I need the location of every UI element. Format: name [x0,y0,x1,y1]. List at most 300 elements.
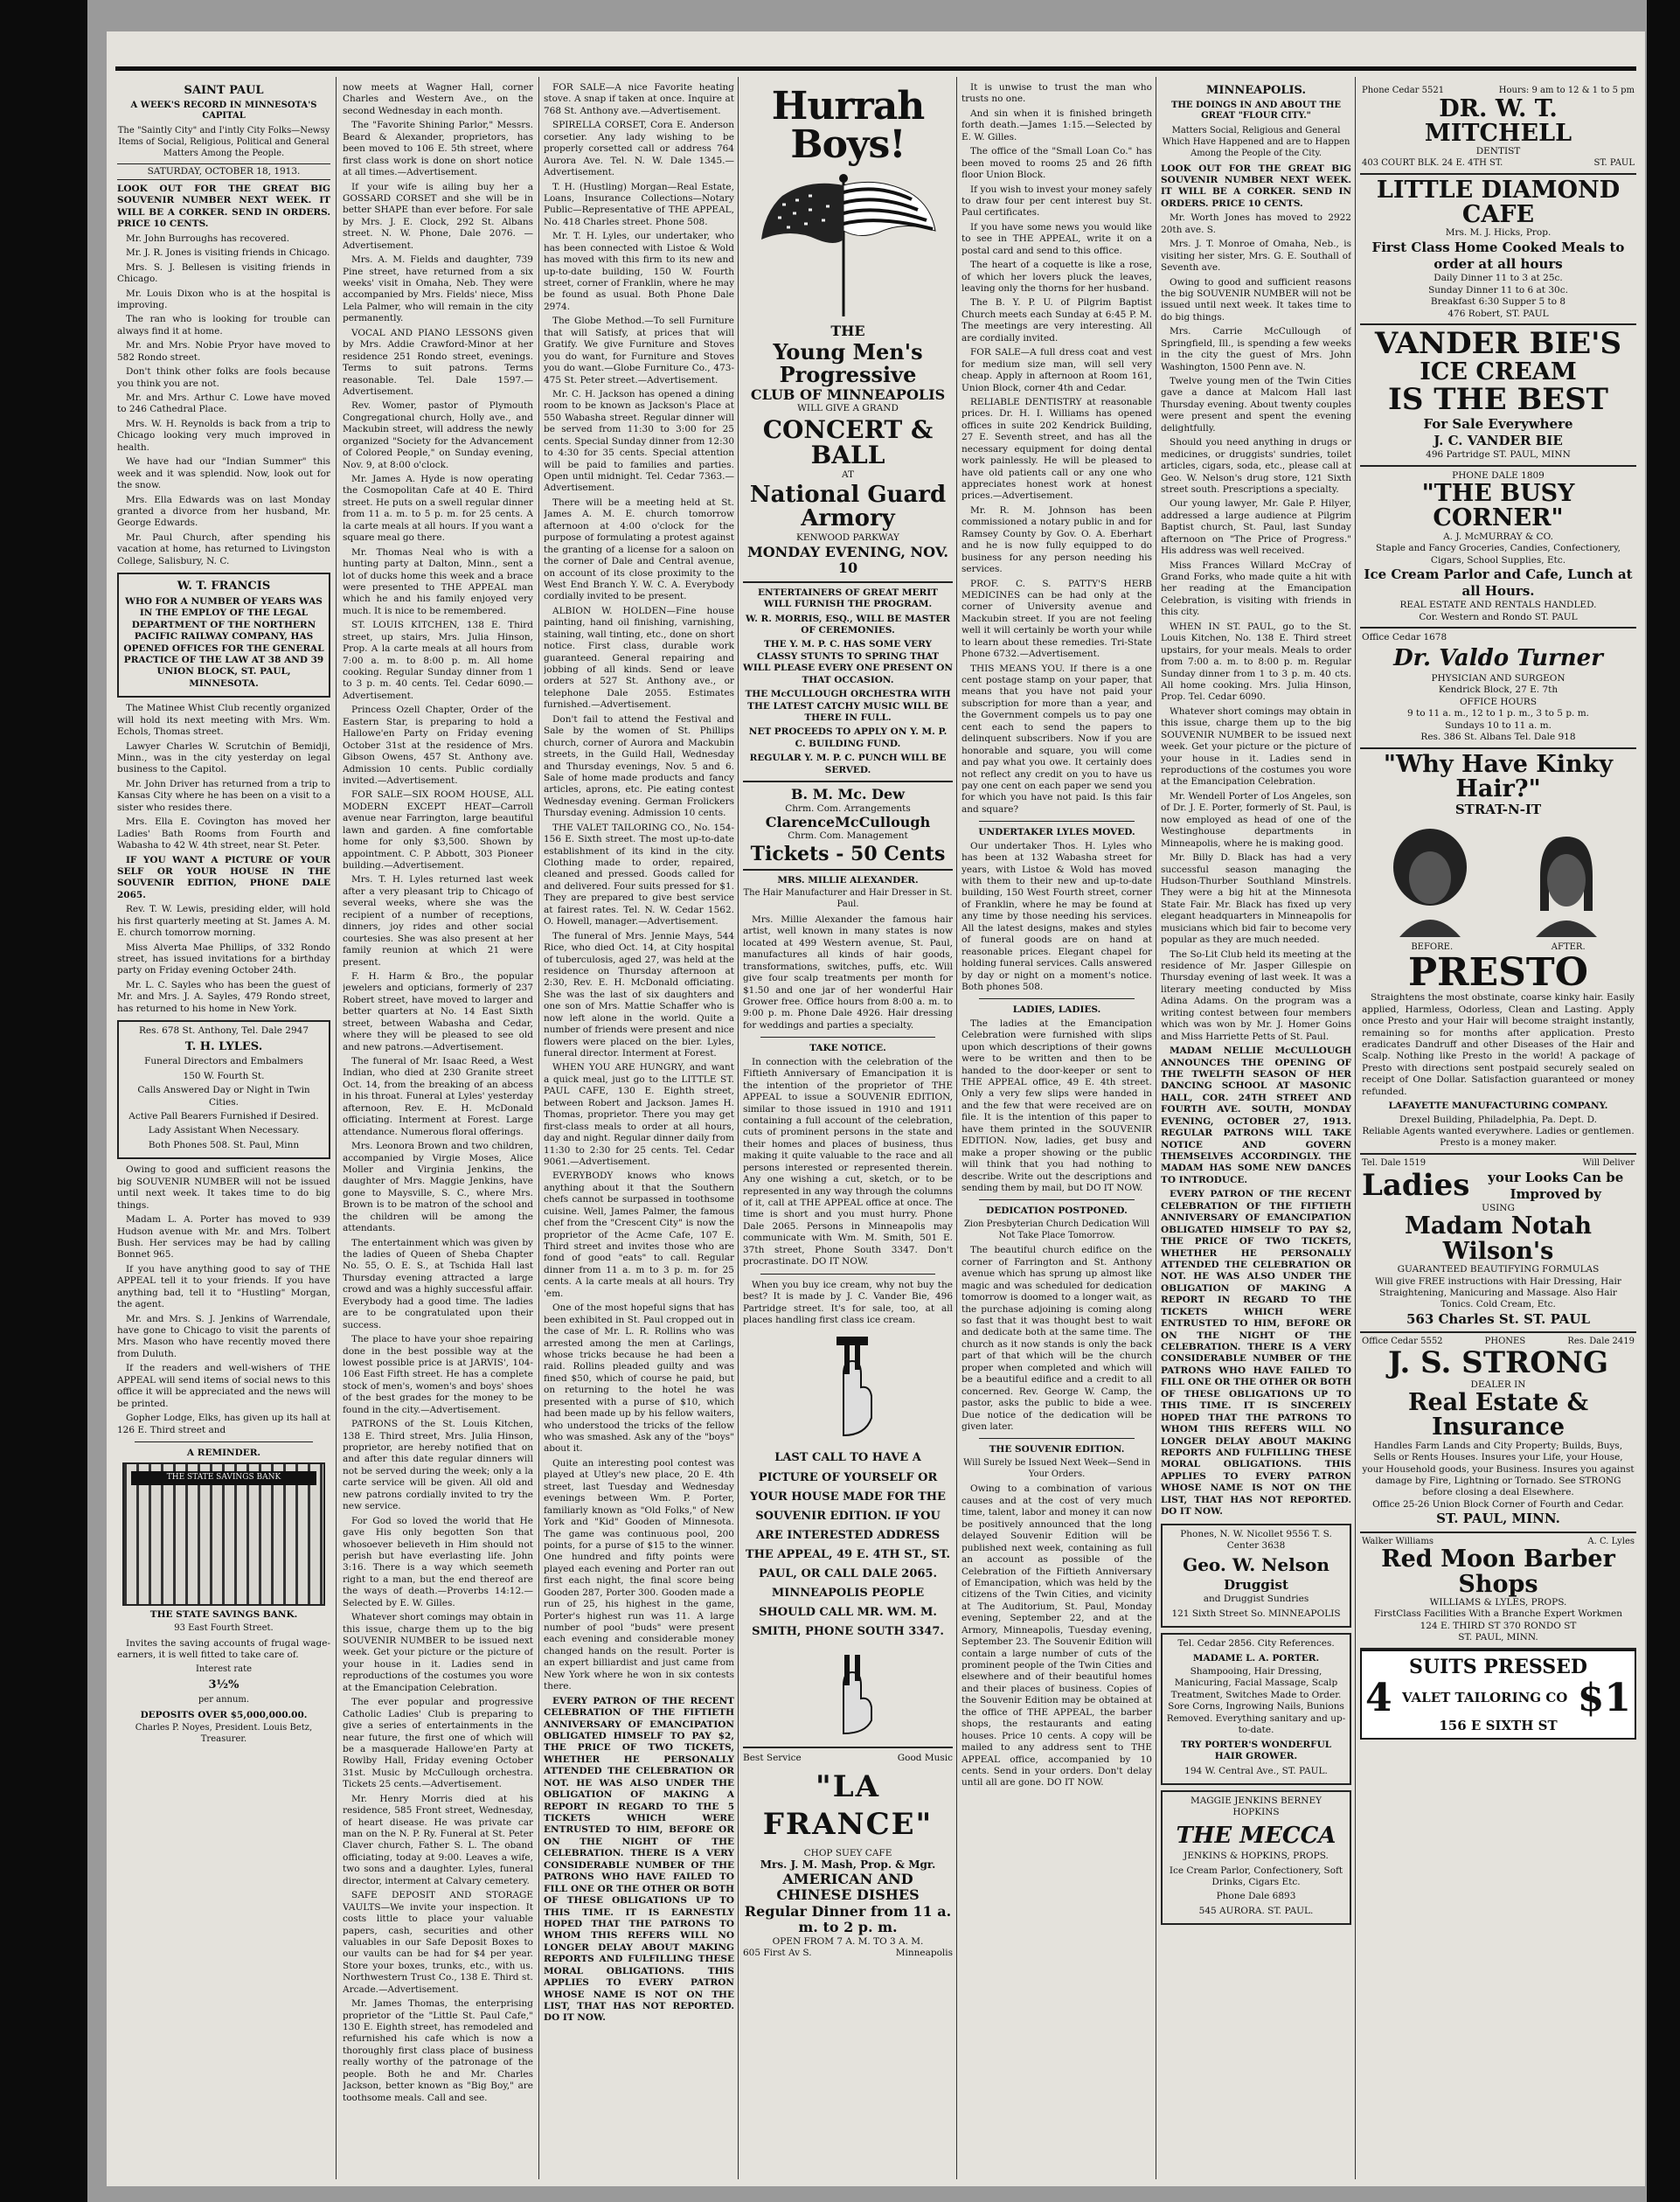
nelson-phones: Phones, N. W. Nicollet 9556 T. S. Center 3638 [1180,1528,1332,1552]
news-item: The ran who is looking for trouble can always find it at home. [117,314,330,337]
news-item: Twelve young men of the Twin Cities gave a dance at Malcom Hall last Thursday evening. About twenty couples were present and spent the evening delightfully. [1161,376,1351,434]
souvenir-notice: LOOK OUT FOR THE GREAT BIG SOUVENIR NUMBER NEXT WEEK. IT WILL BE A CORKER. SEND IN ORDERS. PRICE 10 CENTS. [117,184,330,230]
ad-line: ENTERTAINERS OF GREAT MERIT WILL FURNISH THE PROGRAM. [758,587,938,610]
divider [743,1747,953,1748]
kinky-brand: STRAT-N-IT [1454,802,1542,818]
mecca-address: 545 AURORA. ST. PAUL. [1198,1905,1314,1916]
news-item: Don't think other folks are fools because you think you are not. [117,366,330,389]
news-item: The Globe Method.—To sell Furniture that will Satisfy, at prices that will Gratify. We give Furniture and Stoves you do want, for Furniture and Stoves you do want.—Globe Furniture Co., 473-475 St. Peter street.—Advertisement. [544,316,734,386]
news-item: If you have anything good to say of THE APPEAL tell it to your friends. If you have anything bad, tell it to "Hustling" Morgan, the agent. [117,1263,330,1310]
francis-law-ad [117,573,330,698]
news-item: Mrs. S. J. Bellesen is visiting friends in Chicago. [117,261,330,285]
news-item: The "Favorite Shining Parlor," Messrs. Beard & Alexander, proprietors, has been moved to 106 E. 5th street, where first class work is done on short notice at all times.—Advertisement. [343,120,533,178]
strong-services: Handles Farm Lands and City Property; Builds, Buys, Sells or Rents Houses. Insures your Life, your House, your Household goods, your Business. Insures you against damage by Fire, Lightning or Tornado. See STRONG before closing a deal Elsewhere. [1362,1440,1635,1498]
ticket-price: Tickets - 50 Cents [750,842,946,865]
scan-border-left [0,0,87,2202]
news-item: If the readers and well-wishers of THE APPEAL will send items of social news to this office it will be appreciated and the news will be printed. [117,1363,330,1409]
vander-bie-address: 496 Partridge ST. PAUL, MINN [1426,449,1571,461]
news-item: Lawyer Charles W. Scrutchin of Bemidji, Minn., was in the city yesterday on legal business to the Capitol. [117,740,330,775]
divider [743,781,953,782]
local-items-3 [117,1164,330,1436]
turner-address: Kendrick Block, 27 E. 7th [1438,684,1559,696]
news-item: THIS MEANS YOU. If there is a one cent postage stamp on your paper, that means that you have not paid your subscription for more than a year, and the Government compels us to pay one cent each to send the papers to delinquent subscribers. Now if you are honorable and square, you will come and pay what you owe. It certainly does not reflect any credit on you to have us pay one cent on each paper we send you for which you have not paid. Is this fair and square? [961,663,1152,815]
little-diamond-line: First Class Home Cooked Meals to order at all hours [1371,239,1625,273]
mitchell-name: DR. W. T. MITCHELL [1424,94,1572,148]
news-item: Mr. Thomas Neal who is with a hunting party at Dalton, Minn., sent a lot of ducks home this week and a brace were presented to THE APPEAL man which he and his family enjoyed very much. It is nice to be remembered. [343,546,533,616]
nelson-name: Geo. W. Nelson [1183,1554,1329,1576]
lyles-line: Funeral Directors and Embalmers [144,1056,303,1067]
news-item: It is unwise to trust the man who trusts no one. [961,82,1152,105]
news-item: The heart of a coquette is like a rose, of which her lovers pluck the leaves, leaving only the thorns for her husband. [961,260,1152,294]
lyles-line: Lady Assistant When Necessary. [148,1125,300,1136]
turner-hours: 9 to 11 a. m., 12 to 1 p. m., 3 to 5 p. m. [1406,708,1590,719]
la-france-city: Minneapolis [895,1948,953,1959]
news-item: IF YOU WANT A PICTURE OF YOUR SELF OR YOUR HOUSE IN THE SOUVENIR EDITION, PHONE DALE 2065. [117,854,330,900]
suits-count: 4 [1365,1675,1392,1720]
article-body: In connection with the celebration of the Fiftieth Anniversary of Emancipation it is the intention of the proprietor of THE APPEAL to issue a SOUVENIR EDITION, similar to those issued in 1910 and 1911 containing a full account of the celebration, cuts of prominent persons in the state and their homes and places of business, thus making it quite valuable to the race and all persons interested or represented therein. Any one wishing a cut, sketch, or to be represented in any way through the columns of it, call at THE APPEAL office at once. The time is short and you must hurry. Phone Dale 2065. Persons in Minneapolis may communicate with Wm. M. Smith, 501 E. 37th street, Phone South 3347. Don't procrastinate. DO IT NOW. [743,1056,953,1268]
lyles-line: Active Pall Bearers Furnished if Desired. [128,1111,319,1122]
news-item: PATRONS of the St. Louis Kitchen, 138 E. Third street, Mrs. Julia Hinson, proprietor, are hereby notified that on and after this date regular dinners will not be served during the week; only a la carte service will be given. All old and new patrons cordially invited to try the new service. [343,1419,533,1512]
section-subdek: The "Saintly City" and I'intly City Folks—Newsy Items of Social, Religious, Political and General Matters Among the People. [117,126,330,158]
news-item: Our young lawyer, Mr. Gale P. Hilyer, addressed a large audience at Pilgrim Baptist church, St. Paul, last Sunday afternoon on "The Price of Progress." His address was well received. [1161,498,1351,557]
news-item: WHEN YOU ARE HUNGRY, and want a quick meal, just go to the LITTLE ST. PAUL CAFE, 130 E. Eighth street, between Robert and Jackson. James H. Thomas, proprietor. There you may get first-class meals to order at all hours, day and night. Regular dinner daily from 11:30 to 2:30 for 25 cents. Tel. Cedar 9061.—Advertisement. [544,1062,734,1167]
presto-address: Drexel Building, Philadelphia, Pa. Dept. D. [1399,1114,1597,1125]
news-item: RELIABLE DENTISTRY at reasonable prices. Dr. H. I. Williams has opened offices in suite 202 Kendrick Building, 27 E. Seventh street, and has all the necessary equipment for doing dental work painlessly. He will be pleased to have old patients call or any one who appreciates honest work at honest prices.—Advertisement. [961,396,1152,502]
porter-name: MADAME L. A. PORTER. [1192,1652,1320,1664]
mitchell-role: DENTIST [1475,146,1521,157]
porter-hair-ad [1161,1633,1351,1785]
section-subdek: Matters Social, Religious and General Which Have Happened and are to Happen Among the People of the City. [1162,126,1350,158]
news-item: Owing to good and sufficient reasons the big SOUVENIR NUMBER will not be issued until next week. It takes time to do big things. [117,1164,330,1211]
newspaper-page [107,31,1645,2186]
divider [979,1199,1135,1200]
news-item: THE VALET TAILORING CO., No. 154-156 E. Sixth street. The most up-to-date establishment of its kind in the city. Clothing made to order, repaired, cleaned and pressed. Goods called for and delivered. Four suits pressed for $1. They are prepared to give best service at fairest rates. Tel. N. W. Cedar 1562. O. Howell, manager.—Advertisement. [544,822,734,927]
news-item: Mrs. J. T. Monroe of Omaha, Neb., is visiting her sister, Mrs. G. E. Southall of Seventh ave. [1161,239,1351,274]
news-item: FOR SALE—SIX ROOM HOUSE, ALL MODERN EXCEPT HEAT—Carroll avenue near Farrington, large beautiful lawn and garden. A fine comfortable home for only $3,500. Shown by appointment. C. P. Abbott, 303 Pioneer building.—Advertisement. [343,789,533,871]
wilson-address: 563 Charles St. ST. PAUL [1406,1310,1591,1327]
turner-residence: Res. 386 St. Albans Tel. Dale 918 [1420,732,1576,743]
red-moon-services: FirstClass Facilities With a Branche Expert Workmen [1374,1608,1622,1620]
news-item: Whatever short comings may obtain in this issue, charge them up to the big SOUVENIR NUMBER to be issued next week. Get your picture or the picture of your house in it. Ladies send in reproductions of the costumes you wore at the Emancipation Celebration. [343,1612,533,1693]
ad-line: NET PROCEEDS TO APPLY ON Y. M. P. C. BUILDING FUND. [748,726,948,749]
news-item: Mrs. Leonora Brown and two children, accompanied by Virgie Moses, Alice Moller and Virginia Jenkins, the daughter of Mrs. Maggie Jenkins, have gone to Maysville, S. C., where Mrs. Brown is to be matron of the school and the children will be among the attendants. [343,1141,533,1234]
strong-office: Office Cedar 5552 [1362,1337,1443,1347]
wilson-tel: Tel. Dale 1519 [1362,1157,1427,1168]
column-rule [1355,77,1356,2179]
strong-name: J. S. STRONG [1388,1344,1608,1380]
divider [979,998,1135,999]
article-headline: LADIES, LADIES. [1012,1004,1101,1016]
bank-text: Invites the saving accounts of frugal wage-earners, it is well fitted to take care of. [117,1637,330,1661]
news-item: The office of the "Small Loan Co." has been moved to rooms 25 and 26 fifth floor Union Block. [961,146,1152,181]
article-body: When you buy ice cream, why not buy the best? It is made by J. C. Vander Bie, 496 Partridge street. It's for sale, too, at all places handling first class ice cream. [743,1279,953,1325]
turner-sunday: Sundays 10 to 11 a. m. [1445,719,1552,731]
turner-office: Office Cedar 1678 [1362,632,1447,643]
nelson-address: 121 Sixth Street So. MINNEAPOLIS [1171,1608,1341,1619]
la-france-open: OPEN FROM 7 A. M. TO 3 A. M. [772,1935,924,1947]
porter-address: 194 W. Central Ave., ST. PAUL. [1184,1765,1328,1776]
news-item: Mrs. Ella Edwards was on last Monday granted a divorce from her husband, Mr. George Edwards. [117,494,330,529]
club-name: Young Men's Progressive [773,339,923,387]
busy-corner-goods: Staple and Fancy Groceries, Candies, Confectionery, Cigars, School Supplies, Etc. [1376,543,1621,566]
wilson-looks: your Looks Can be Improved by [1488,1169,1624,1202]
armory-parkway: KENWOOD PARKWAY [796,532,899,544]
news-item: F. H. Harm & Bro., the popular jewelers and opticians, formerly of 237 Robert street, have moved to larger and better quarters at No. 14 East Sixth street, between Wabasha and Cedar, where they will be pleased to see old and new patrons.—Advertisement. [343,970,533,1052]
news-item: Mrs. Carrie McCullough of Springfield, Ill., is spending a few weeks in the city the guest of Mrs. John Washington, 1500 Penn ave. N. [1161,326,1351,372]
wilson-ladies: Ladies [1362,1168,1470,1204]
busy-corner-phone: PHONE DALE 1809 [1452,469,1545,481]
news-item: Mrs. A. M. Fields and daughter, 739 Pine street, have returned from a six weeks' visit in Omaha, Neb. They were accompanied by Mrs. Fields' niece, Miss Lela Palmer, who will remain in the city permanently. [343,254,533,324]
local-items [117,233,330,567]
news-item: The funeral of Mr. Isaac Reed, a West Indian, who died at 230 Granite street Oct. 14, from the breaking of an abcess in his throat. Funeral at Lyles' yesterday afternoon, Rev. E. H. McDonald officiating. Interment at Forest. Large attendance. Numerous floral offerings. [343,1056,533,1137]
news-item: FOR SALE—A nice Favorite heating stove. A snap if taken at once. Inquire at 768 St. Anthony ave.—Advertisement. [544,82,734,116]
strong-realestate: Real Estate & Insurance [1408,1389,1588,1441]
mitchell-phone: Phone Cedar 5521 [1362,86,1445,95]
section-dek: THE DOINGS IN AND ABOUT THE GREAT "FLOUR CITY." [1170,100,1342,122]
vander-bie-sale: For Sale Everywhere [1423,415,1573,432]
la-france-dinner: Regular Dinner from 11 a. m. to 2 p. m. [744,1902,952,1936]
bank-per: per annum. [198,1694,250,1705]
wilson-ad [1360,1155,1636,1333]
article-dek: Will Surely be Issued Next Week—Send in Your Orders. [963,1457,1150,1479]
red-moon-address: 124 E. THIRD ST 370 RONDO ST [1420,1620,1577,1631]
bank-building-illustration [122,1462,325,1606]
ad-line: THE Y. M. P. C. HAS SOME VERY CLASSY STUNTS TO SPRING THAT WILL PLEASE EVERY ONE PRESENT ON THAT OCCASION. [743,639,953,685]
section-title: MINNEAPOLIS. [1205,84,1306,97]
bank-name: THE STATE SAVINGS BANK. [149,1609,298,1621]
souvenir-notice: LOOK OUT FOR THE GREAT BIG SOUVENIR NUMBER NEXT WEEK. IT WILL BE A CORKER. SEND IN ORDERS. PRICE 10 CENTS. [1161,163,1351,209]
news-item: Mr. Henry Morris died at his residence, 585 Front street, Wednesday, of heart disease. He was private car man on the N. P. Ry. Funeral at St. Peter Claver church, Father S. L. The oband officiating, today at 9:00. Leaves a wife, two sons and a daughter. Lyles, funeral director, interment at Calvary cemetery. [343,1793,533,1886]
news-item: WHEN IN ST. PAUL, go to the St. Louis Kitchen, No. 138 E. Third street upstairs, for your meals. Meals to order from 7:00 a. m. to 8:00 p. m. Regular Sunday dinner from 1 to 3 p. m. 40 cts. All home cooking. Mrs. Julia Hinson, Prop. Tel. Cedar 6090. [1161,621,1351,703]
valdo-turner-ad [1360,629,1636,748]
news-item: Mr. and Mrs. Nobie Pryor have moved to 582 Rondo street. [117,340,330,363]
news-item: Mr. L. C. Sayles who has been the guest of Mr. and Mrs. J. A. Sayles, 479 Rondo street, has returned to his home in New York. [117,979,330,1014]
article-body: Owing to a combination of various causes and at the cost of very much time, talent, labor and money it can now be positively announced that the long delayed Souvenir Edition will be published next week, containing as full an account as possible of the Celebration of the Fiftieth Anniversary of Emancipation, which was held by the citizens of the Twin Cities, and vicinity at The Auditorium, St. Paul, Monday evening, September 22, and at the Armory, Minneapolis, Tuesday evening, September 23. The Souvenir Edition will contain a large number of cuts of the prominent people of the Twin Cities and elsewhere and of their beautiful homes and their places of business. Copies of the Souvenir Edition may be obtained at the office of THE APPEAL, the barber shops, the restaurants and eating houses. Price 10 cents. A copy will be mailed to any address sent to THE APPEAL office, accompanied by 10 cents. Send in your orders. Don't delay until all are gone. DO IT NOW. [961,1483,1152,1789]
mecca-ad [1161,1790,1351,1925]
news-item: ST. LOUIS KITCHEN, 138 E. Third street, up stairs, Mrs. Julia Hinson, Prop. A la carte meals at all hours from 7:00 a. m. to 8:00 p. m. All home cooking. Regular Sunday dinner from 1 to 3 p. m. 40 cents. Tel. Cedar 6090.—Advertisement. [343,620,533,701]
nelson-role: Druggist [1224,1577,1288,1594]
scan-border-right [1647,0,1680,2202]
red-moon-name: Red Moon Barber Shops [1381,1546,1615,1598]
lyles-name: T. H. LYLES. [184,1039,263,1053]
ad-the: THE [830,323,865,339]
news-item: EVERY PATRON OF THE RECENT CELEBRATION OF THE FIFTIETH ANNIVERSARY OF EMANCIPATION OBLIGATED HIMSELF TO PAY $2, THE PRICE OF TWO TICKETS, WHETHER HE PERSONALLY ATTENDED THE CELEBRATION OR NOT. HE WAS ALSO UNDER THE OBLIGATION OF MAKING A REPORT IN REGARD TO THE TICKETS WHICH WERE ENTRUSTED TO HIM, BEFORE OR ON THE NIGHT OF THE CELEBRATION. THERE IS A VERY CONSIDERABLE NUMBER OF THE PATRONS WHO HAVE FAILED TO FILL ONE OR THE OTHER OR BOTH OF THESE OBLIGATIONS UP TO THIS TIME. IT IS SINCERELY HOPED THAT THE PATRONS TO WHOM THIS REFERS WILL NO LONGER DELAY ABOUT MAKING REPORTS AND FULFILLING THESE MORAL OBLIGATIONS. THIS APPLIES TO EVERY PATRON WHOSE NAME IS NOT ON THE LIST, THAT HAS NOT REPORTED. DO IT NOW. [1161,1189,1351,1518]
la-france-footer [743,1948,953,1959]
red-moon-owner-left: Walker Williams [1362,1536,1434,1546]
little-diamond-line: Breakfast 6:30 Supper 5 to 8 [1430,296,1566,308]
news-item: SPIRELLA CORSET, Cora E. Anderson corsetier. Any lady wishing to be properly corsetted call or address 764 Aurora Ave. Tel. N. W. Dale 1345.—Advertisement. [544,120,734,178]
busy-corner-address: Cor. Western and Rondo ST. PAUL [1419,611,1578,622]
news-item: Should you need anything in drugs or medicines, or druggists' sundries, toilet articles, cigars, soda, etc., please call at Geo. W. Nelson's drug store, 121 Sixth street south. Prescriptions a specialty. [1161,437,1351,495]
porter-services: Shampooing, Hair Dressing, Manicuring, Facial Massage, Scalp Treatment, Switches Made to Order. Sore Corns, Ingrowing Nails, Bunions Removed. Everything sanitary and up-to-date. [1166,1666,1346,1736]
wilson-deliver: Will Deliver [1582,1157,1635,1168]
lyles-line: Both Phones 508. St. Paul, Minn [148,1139,300,1150]
news-item: Mr. Louis Dixon who is at the hospital is improving. [117,288,330,310]
news-item: One of the most hopeful signs that has been exhibited in St. Paul cropped out in the case of Mr. L. R. Rollins who was arrested among the men at Carlings, whose tricks because he had been a raid. Rollins pleaded guilty and was fined $50, which of course he paid, but on returning to the hotel he was presented with a purse of $10, which had been made up by his fellow waiters, who understood the tricks of the fellow who was smashed. Ask any of the "boys" about it. [544,1302,734,1455]
news-item: Mr. Paul Church, after spending his vacation at home, has returned to Livingston College, Salisbury, N. C. [117,531,330,566]
column-two [343,82,533,2178]
francis-name: W. T. FRANCIS [177,580,271,594]
news-item: EVERYBODY knows who knows anything about it that the Southern chefs cannot be surpassed in toothsome cuisine. Well, James Palmer, the famous chef from the "Crescent City" is now the proprietor of the Acme Cafe, 107 E. Third street and invites those who are fond of good "eats" to call. Regular dinner from 11 a. m to 3 p. m. for 25 cents. A la carte meals at all hours. Try 'em. [544,1170,734,1299]
nelson-sub: and Druggist Sundries [1203,1594,1309,1605]
news-item: If you have some news you would like to see in THE APPEAL, write it on a postal card and send to this office. [961,221,1152,256]
news-item: Rev. T. W. Lewis, presiding elder, will hold his first quarterly meeting at St. James A. M. E. church tomorrow morning. [117,904,330,939]
last-call-notice: LAST CALL TO HAVE A PICTURE OF YOURSELF OR YOUR HOUSE MADE FOR THE SOUVENIR EDITION. IF YOU ARE INTERESTED ADDRESS THE APPEAL, 49 E. 4TH ST., ST. PAUL, OR CALL DALE 2065. MINNEAPOLIS PEOPLE SHOULD CALL MR. WM. M. SMITH, PHONE SOUTH 3347. [745,1451,951,1639]
news-item: If your wife is ailing buy her a GOSSARD CORSET and she will be in better SHAPE than ever before. For sale by Mrs. J. E. Clock, 292 St. Albans street. N. W. Phone, Dale 2076. —Advertisement. [343,181,533,251]
strong-city: ST. PAUL, MINN. [1436,1511,1560,1527]
committee-role: Chrm. Com. Arrangements [785,802,911,814]
mitchell-dentist-ad [1360,82,1636,175]
little-diamond-ad [1360,175,1636,325]
news-item: Mr. James Thomas, the enterprising proprietor of the "Little St. Paul Cafe," 130 E. Eighth street, has remodeled and refurnished his cafe which is now a thoroughly first class place of business really worthy of the patronage of the people. Both he and Mr. Charles Jackson, better known as "Big Boy," are toothsome meals. Call and see. [343,1998,533,2103]
column-rule [956,77,957,2179]
american-flag-illustration [756,170,940,318]
concert-ball: CONCERT & BALL [762,414,934,469]
red-moon-city: ST. PAUL, MINN. [1458,1632,1538,1643]
news-item: Mrs. T. H. Lyles returned last week after a very pleasant trip to Chicago of several weeks, where she was the recipient of a number of receptions, dinners, joy rides and other social courtesies. She was also present at her family reunion at which 21 were present. [343,874,533,968]
committee-chair: ClarenceMcCullough [765,814,931,831]
divider [979,821,1135,822]
news-item: Mr. Worth Jones has moved to 2922 20th ave. S. [1161,212,1351,235]
mecca-phone: Phone Dale 6893 [1216,1891,1296,1902]
column-rule [738,77,739,2179]
article-body: Our undertaker Thos. H. Lyles who has been at 132 Wabasha street for years, with Listoe & Wold has moved with them to their new and up-to-date building, 150 West Fourth street, corner of Franklin, where he may be found at any time by those needing his services. All the latest designs, makes and styles of funeral goods are on hand at reasonable prices. Elegant chapel for holding funeral services. Calls answered by day or night on a moment's notice. Both phones 508. [961,840,1152,992]
news-item: The place to have your shoe repairing done in the best possible way at the lowest possible price is at JARVIS', 104-106 East Fifth street. He has a complete stock of men's, women's and boys' shoes of the best grades for the money to be found in the city.—Advertisement. [343,1334,533,1415]
article-headline: THE SOUVENIR EDITION. [989,1444,1125,1455]
news-item: Rev. Womer, pastor of Plymouth Congregational church, Holly ave., and Mackubin street, will address the newly organized "Society for the Advancement of Colored People," on Sunday evening, Nov. 9, at 8:00 o'clock. [343,400,533,470]
red-moon-owner-right: A. C. Lyles [1587,1536,1635,1546]
wilson-using: USING [1482,1203,1515,1214]
la-france-service: Best Service [743,1753,802,1764]
presto-text: Straightens the most obstinate, coarse kinky hair. Easily applied, Harmless, Odorless, Clean and Lasting. Apply once Presto and your Hair will become straight instantly, remaining so for months after application. Presto eradicates Dandruff and other Diseases of the Hair and Scalp. Nothing like Presto in the world! A package of Presto with directions sent postpaid securely sealed on receipt of One Dollar. Satisfaction guaranteed or money refunded. [1362,992,1635,1097]
strong-ad [1360,1333,1636,1532]
mecca-name: THE MECCA [1176,1822,1336,1849]
strong-dealer: DEALER IN [1470,1379,1526,1390]
before-after-portraits [1362,823,1635,937]
news-item: FOR SALE—A full dress coat and vest for medium size man, will sell very cheap. Apply in afternoon at Room 161, Union Block, corner 4th and Cedar. [961,347,1152,393]
column-minneapolis [1161,82,1351,2178]
news-item: Mr. John Driver has returned from a trip to Kansas City where he has been on a visit to a sister who resides there. [117,778,330,813]
committee-chair: B. M. Mc. Dew [791,786,905,803]
news-item: Miss Frances Willard McCray of Grand Forks, who made quite a hit with her reading at the Emancipation Celebration, is visiting with friends in this city. [1161,559,1351,618]
little-diamond-name: LITTLE DIAMOND CAFE [1376,176,1621,229]
reminder-title: A REMINDER. [186,1447,261,1458]
vander-bie-owner: J. C. VANDER BIE [1434,432,1563,448]
section-title: SAINT PAUL [184,84,264,97]
busy-corner-parlor: Ice Cream Parlor and Cafe, Lunch at all Hours. [1364,566,1633,600]
news-item: Whatever short comings may obtain in this issue, charge them up to the big SOUVENIR NUMBER to be issued next week. Get your picture or the picture of your house in it. Ladies send in reproductions of the costumes you wore at the Emancipation Celebration. [1161,705,1351,788]
busy-corner-ad [1360,467,1636,629]
news-item: The ever popular and progressive Catholic Ladies' Club is preparing to give a series of entertainments in the near future, the first one of which will be a masquerade Hallowe'en Party at Rowlby Hall, Friday evening October 31st. Music by McCullough orchestra. Tickets 25 cents.—Advertisement. [343,1697,533,1790]
news-item: Gopher Lodge, Elks, has given up its hall at 126 E. Third street and [117,1413,330,1435]
strong-phones: PHONES [1484,1337,1526,1347]
mecca-props: MAGGIE JENKINS BERNEY HOPKINS [1190,1795,1322,1818]
mitchell-hours: Hours: 9 am to 12 & 1 to 5 pm [1498,86,1635,95]
article-dek: The Hair Manufacturer and Hair Dresser in St. Paul. [743,888,953,910]
nelson-druggist-ad [1161,1524,1351,1629]
turner-hours-title: OFFICE HOURS [1459,696,1538,707]
la-france-dishes: AMERICAN AND CHINESE DISHES [776,1871,920,1904]
news-item: Quite an interesting pool contest was played at Utley's new place, 20 E. 4th street, last Tuesday and Wednesday evenings between Wm. P. Porter, familiarly known as "Old Folks," of New York and "Kid" Gooden of Minnesota. The game was continuous pool, 200 points, for a purse of $15 to the winner. One hundred and fifty points were played each evening and Porter ran out first each night, the final score being Gooden 287, Porter 300. Gooden made a run of 25, his highest in the game, Porter's highest run was 11. A large number of pool "buds" were present each evening and considerable money changed hands on the result. Porter is an expert billiardist and just came from New York where he won in six contests there. [544,1457,734,1692]
mitchell-city: ST. PAUL [1593,157,1635,168]
presto-agents: Reliable Agents wanted everywhere. Ladies or gentlemen. Presto is a money maker. [1362,1126,1635,1149]
will-give: WILL GIVE A GRAND [797,403,899,414]
news-item: MADAM NELLIE McCULLOUGH ANNOUNCES THE OPENING OF THE TWELFTH SEASON OF HER DANCING SCHOOL AT MASONIC HALL, COR. 24TH STREET AND FOURTH AVE. SOUTH, MONDAY EVENING, OCTOBER 27, 1913. REGULAR PATRONS WILL TAKE NOTICE AND GOVERN THEMSELVES ACCORDINGLY. THE MADAM HAS SOME NEW DANCES TO INTRODUCE. [1161,1045,1351,1185]
divider [743,581,953,583]
suits-price: $1 [1577,1675,1631,1720]
news-item: The B. Y. P. U. of Pilgrim Baptist Church meets each Sunday at 6:45 P. M. The meetings are very interesting. All are cordially invited. [961,297,1152,344]
news-item: Mr. Wendell Porter of Los Angeles, son of Dr. J. E. Porter, formerly of St. Paul, is now employed as head of one of the Westinghouse departments in Minneapolis, where he is making good. [1161,790,1351,849]
local-items-2 [117,703,330,1015]
la-france-music: Good Music [897,1753,953,1764]
article-body: The beautiful church edifice on the corner of Farrington and St. Anthony avenue which has sprung up almost like magic and was scheduled for dedication tomorrow is doomed to a longer wait, as the purchase adjoining is coming along so fast that it was thought best to wait and dedicate both at the same time. The church as it now stands is only the back part of that which will be the church proper when completed and which will be a beautiful edifice and a credit to all concerned. Rev. George W. Camp, the pastor, asks the public to bide a wee. Due notice of the dedication will be given later. [961,1245,1152,1432]
bank-rate: 3½% [208,1678,240,1692]
news-item: Mr. C. H. Jackson has opened a dining room to be known as Jackson's Place at 550 Wabasha street. Regular dinner will be served from 11:30 to 3:00 for 25 cents. Special Sunday dinner from 12:30 to 4:30 for 35 cents. Special attention will be paid to families and parties. Open until midnight. Tel. Cedar 7363.—Advertisement. [544,388,734,494]
committee-role: Chrm. Com. Management [788,830,908,842]
bank-rate-label: Interest rate [195,1664,253,1674]
lyles-undertaker-ad [117,1020,330,1159]
article-headline: DEDICATION POSTPONED. [986,1205,1128,1217]
column-rule [336,77,337,2179]
column-rule [538,77,539,2179]
news-item: For God so loved the world that He gave His only begotten Son that whosoever believeth in Him should not perish but have everlasting life. John 3:16. There is a way which seemeth right to a man, but the end thereof are the ways of death.—Proverbs 14:12.—Selected by E. W. Gilles. [343,1515,533,1608]
wilson-name: Madam Notah Wilson's [1404,1212,1592,1265]
mecca-sub: JENKINS & HOPKINS, PROPS. [1184,1851,1329,1862]
news-item: Mr. John Burroughs has recovered. [126,233,290,244]
ad-headline: Hurrah Boys! [771,84,925,167]
news-item: And sin when it is finished bringeth forth death.—James 1:15.—Selected by E. W. Gilles. [961,108,1152,142]
wilson-headline [1362,1170,1635,1203]
article-dek: Zion Presbyterian Church Dedication Will Not Take Place Tomorrow. [963,1219,1150,1240]
news-item: Mrs. W. H. Reynolds is back from a trip to Chicago looking very much improved in health. [117,418,330,453]
la-france-prop: Mrs. J. M. Mash, Prop. & Mgr. [760,1858,936,1872]
pointing-hand-icon [817,1650,878,1738]
article-headline: MRS. MILLIE ALEXANDER. [777,874,919,886]
divider [743,869,953,871]
article-headline: UNDERTAKER LYLES MOVED. [978,827,1135,838]
column-four-ads [743,82,953,2178]
strong-office-address: Office 25-26 Union Block Corner of Fourth and Cedar. [1372,1498,1624,1510]
busy-corner-realestate: REAL ESTATE AND RENTALS HANDLED. [1399,600,1597,611]
la-france-address: 605 First Av S. [743,1948,812,1959]
news-item: Madam L. A. Porter has moved to 939 Hudson avenue with Mr. and Mrs. Tolbert Bush. Her services may be had by calling Bonnet 965. [117,1214,330,1261]
vander-bie-ad [1360,325,1636,467]
news-item: Mr. T. H. Lyles, our undertaker, who has been connected with Listoe & Wold has moved with this firm to its new and up-to-date building, 150 W. Fourth street, corner of Franklin, where he may be found as usual. Both Phone Dale 2974. [544,231,734,312]
news-item: Mr. James A. Hyde is now operating the Cosmopolitan Cafe at 40 E. Third street. He puts on a swell regular dinner from 11 a. m. to 5 p. m. for 25 cents. A la carte meals at all hours. If you want a square meal go there. [343,474,533,544]
news-item: VOCAL AND PIANO LESSONS given by Mrs. Addie Crawford-Minor at her residence 251 Rondo street, evenings. Terms to suit patrons. Terms reasonable. Tel. Dale 1597.—Advertisement. [343,327,533,397]
divider [979,1438,1135,1439]
la-france-header [743,1753,953,1764]
lyles-line: Calls Answered Day or Night in Twin Cities. [137,1085,310,1108]
little-diamond-line: Daily Dinner 11 to 3 at 25c. [1434,273,1563,284]
news-item: If you wish to invest your money safely to draw four per cent interest buy St. Paul certificates. [961,184,1152,219]
mitchell-address: 403 COURT BLK. 24 E. 4TH ST. [1362,157,1503,168]
ad-line: THE McCULLOUGH ORCHESTRA WITH THE LATEST CATCHY MUSIC WILL BE THERE IN FULL. [745,689,951,723]
after-portrait-illustration [1518,823,1614,937]
strong-res: Res. Dale 2419 [1567,1337,1635,1347]
news-item: EVERY PATRON OF THE RECENT CELEBRATION OF THE FIFTIETH ANNIVERSARY OF EMANCIPATION OBLIGATED HIMSELF TO PAY $2, THE PRICE OF TWO TICKETS, WHETHER HE PERSONALLY ATTENDED THE CELEBRATION OR NOT. HE WAS ALSO UNDER THE OBLIGATION OF MAKING A REPORT IN REGARD TO THE 5 TICKETS WHICH WERE ENTRUSTED TO HIM, BEFORE OR ON THE NIGHT OF THE CELEBRATION. THERE IS A VERY CONSIDERABLE NUMBER OF THE PATRONS WHO HAVE FAILED TO FILL ONE OR THE OTHER OR BOTH OF THESE OBLIGATIONS UP TO THIS TIME. IT IS EARNESTLY HOPED THAT THE PATRONS TO WHOM THIS REFERS WILL NO LONGER DELAY ABOUT MAKING REPORTS AND FULFILLING THESE MORAL OBLIGATIONS. THIS APPLIES TO EVERY PATRON WHOSE NAME IS NOT ON THE LIST, THAT HAS NOT REPORTED. DO IT NOW. [544,1695,734,2024]
la-france-sub: CHOP SUEY CAFE [803,1847,892,1858]
la-france-name: "LA FRANCE" [762,1768,934,1843]
news-item: now meets at Wagner Hall, corner Charles and Western Ave., on the second Wednesday in each month. [343,82,533,116]
news-item: Owing to good and sufficient reasons the big SOUVENIR NUMBER will not be issued until next week. It takes time to do big things. [1161,276,1351,323]
club-city: CLUB OF MINNEAPOLIS [750,386,946,403]
little-diamond-prop: Mrs. M. J. Hicks, Prop. [1445,227,1552,239]
news-item: T. H. (Hustling) Morgan—Real Estate, Loans, Insurance Collections—Notary Public—Representative of THE APPEAL, No. 418 Charles street. Phone 508. [544,181,734,227]
divider [135,1441,313,1442]
before-label: BEFORE. [1411,942,1454,953]
article-body: Mrs. Millie Alexander the famous hair artist, well known in many states is now located at 499 Western avenue, St. Paul, manufactures all kinds of hair goods, transformations, switches, puffs, etc. Will give four scalp treatments per month for $1.50 and one jar of her wonderful Hair Grower free. Office hours from 8:00 a. m. to 9:00 p. m. Phone Dale 4926. Hair dressing for weddings and parties a specialty. [743,913,953,1031]
news-item: Mr. Billy D. Black has had a very successful season managing the Hudson-Thurber Southland Minstrels. They were a big hit at the Minnesota State Fair. Mr. Black has fixed up very elegant headquarters in Minneapolis for musicians which bid fair to become very popular as they are much needed. [1161,852,1351,946]
news-item: There will be a meeting held at St. James A. M. E. church tomorrow afternoon at 4:00 o'clock for the purpose of formulating a protest against the granting of a license for a saloon on the corner of Dale and Central avenue, on account of its close proximity to the West End Branch Y. W. C. A. Everybody cordially invited to be present. [544,497,734,602]
news-item: Don't fail to attend the Festival and Sale by the women of St. Phillips church, corner of Aurora and Mackubin streets, in the Guild Hall, Wednesday and Thursday evenings, Nov. 5 and 6. Sale of home made products and fancy articles, aprons, etc. Pie eating contest Wednesday evening. German Frolickers Thursday evening. Admission 10 cents. [544,713,734,819]
ad-line: REGULAR Y. M. P. C. PUNCH WILL BE SERVED. [749,753,947,775]
porter-try: TRY PORTER'S WONDERFUL HAIR GROWER. [1180,1739,1332,1762]
ad-line: W. R. MORRIS, ESQ., WILL BE MASTER OF CEREMONIES. [746,613,950,636]
wilson-services: Will give FREE instructions with Hair Dressing, Hair Straightening, Manicuring and Massage. Also Hair Tonics. Cold Cream, Etc. [1375,1275,1621,1310]
article-body: The ladies at the Emancipation Celebration were furnished with slips upon which descriptions of their gowns were to be written and then to be handed to the door-keeper or sent to THE APPEAL office, 49 E. 4th street. Only a very few slips were handed in and the few that were received are on file. It is the intention of this paper to have them printed in the SOUVENIR EDITION. Now, ladies, get busy and make a proper showing or the public will think that you had nothing to describe. Write out the descriptions and sending them by mail, but DO IT NOW. [961,1018,1152,1193]
news-item: We have had our "Indian Summer" this week and it was splendid. Now, look out for the snow. [117,456,330,491]
news-item: Mr. and Mrs. S. J. Jenkins of Warrendale, have gone to Chicago to visit the parents of Mrs. Mason who have recently moved there from Duluth. [117,1313,330,1359]
column-three [544,82,734,2178]
kinky-headline: "Why Have Kinky Hair?" [1383,750,1614,802]
armory-name: National Guard Armory [749,481,947,532]
red-moon-ad [1360,1533,1636,1650]
bank-officers: Charles P. Noyes, President. Louis Betz, Treasurer. [135,1723,313,1744]
little-diamond-address: 476 Robert, ST. PAUL [1447,308,1549,319]
concert-date: MONDAY EVENING, NOV. 10 [747,543,948,577]
mecca-services: Ice Cream Parlor, Confectionery, Soft Drinks, Cigars Etc. [1169,1865,1343,1887]
turner-name: Dr. Valdo Turner [1393,644,1603,671]
vander-bie-name: VANDER BIE'S [1374,325,1622,361]
suits-company: VALET TAILORING CO [1402,1690,1568,1706]
presto-ad [1360,749,1636,1155]
article-headline: TAKE NOTICE. [809,1043,886,1054]
after-label: AFTER. [1551,942,1586,953]
wilson-guarantee: GUARANTEED BEAUTIFYING FORMULAS [1397,1264,1600,1275]
before-portrait-illustration [1382,823,1478,937]
busy-corner-owner: A. J. McMURRAY & CO. [1443,531,1553,542]
section-dek: A WEEK'S RECORD IN MINNESOTA'S CAPITAL [130,100,317,122]
news-item: Princess Ozell Chapter, Order of the Eastern Star, is preparing to hold a Hallowe'en Party on Friday evening October 31st at the residence of Mrs. Gibson Owens, 457 St. Anthony ave. Admission 10 cents. Public cordially invited.—Advertisement. [343,705,533,786]
news-item: The Matinee Whist Club recently organized will hold its next meeting with Mrs. Wm. Echols, Thomas street. [117,703,330,738]
news-item: The So-Lit Club held its meeting at the residence of Mr. Jasper Gillespie on Thursday evening of last week. It was a literary meeting conducted by Miss Adina Adams. On the program was a writing contest between four members which was won by Mr. J. Homer Goins and Miss Harriette Petts of St. Paul. [1161,948,1351,1042]
news-item: ALBION W. HOLDEN—Fine house painting, hand oil finishing, varnishing, staining, wall tinting, etc., done on short notice. First class, durable work guaranteed. General repairing and jobbing of all kinds. Send or leave orders at 527 St. Anthony ave., or telephone Dale 2055. Estimates furnished.—Advertisement. [544,605,734,711]
porter-tel: Tel. Cedar 2856. City References. [1177,1638,1335,1650]
column-five [961,82,1152,2178]
pointing-hand-icon [817,1335,878,1440]
bank-sign: THE STATE SAVINGS BANK [131,1471,316,1485]
news-item: PROF. C. S. PATTY'S HERB MEDICINES can be had only at the corner of University avenue and Mackubin street. If you are not feeling well it will certainly be worth your while to learn about these remedies. Tri-State Phone 6732.—Advertisement. [961,578,1152,660]
suits-address: 156 E SIXTH ST [1439,1717,1558,1733]
suits-row [1365,1675,1631,1720]
turner-role: PHYSICIAN AND SURGEON [1431,672,1565,684]
masthead-rule [115,66,1636,71]
lyles-residence: Res. 678 St. Anthony, Tel. Dale 2947 [138,1025,309,1037]
presto-company: LAFAYETTE MANUFACTURING COMPANY. [1388,1101,1608,1112]
news-item: Mr. J. R. Jones is visiting friends in Chicago. [126,247,330,259]
news-item: Mrs. Ella E. Covington has moved her Ladies' Bath Rooms from Fourth and Wabasha to 42 W. 4th street, near St. Peter. [117,816,330,851]
divider [760,1037,935,1038]
mitchell-bottom [1362,158,1635,170]
vander-bie-best: IS THE BEST [1388,382,1608,417]
news-item: Mr. R. M. Johnson has been commissioned a notary public in and for Ramsey County by Gov. O. A. Eberhart and he is now fully equipped to do business for any person needing his services. [961,504,1152,575]
news-item: The entertainment which was given by the ladies of Queen of Sheba Chapter No. 55, O. E. S., at Tschida Hall last Thursday evening attracted a large crowd and was a highly successful affair. Everybody had a good time. The ladies are to be congratulated upon their success. [343,1237,533,1330]
news-item: Mr. and Mrs. Arthur C. Lowe have moved to 246 Cathedral Place. [117,392,330,415]
red-moon-owners: WILLIAMS & LYLES, PROPS. [1429,1597,1567,1608]
divider [760,1274,935,1275]
news-item: SAFE DEPOSIT AND STORAGE VAULTS—We invite your inspection. It costs little to place your valuable papers, cash, securities and other valuables in our Safe Deposit Boxes to our vaults can be had for $4 per year. Store your boxes, trunks, etc., with us. Northwestern Trust Co., 138 E. Third st. Arcade.—Advertisement. [343,1890,533,1995]
